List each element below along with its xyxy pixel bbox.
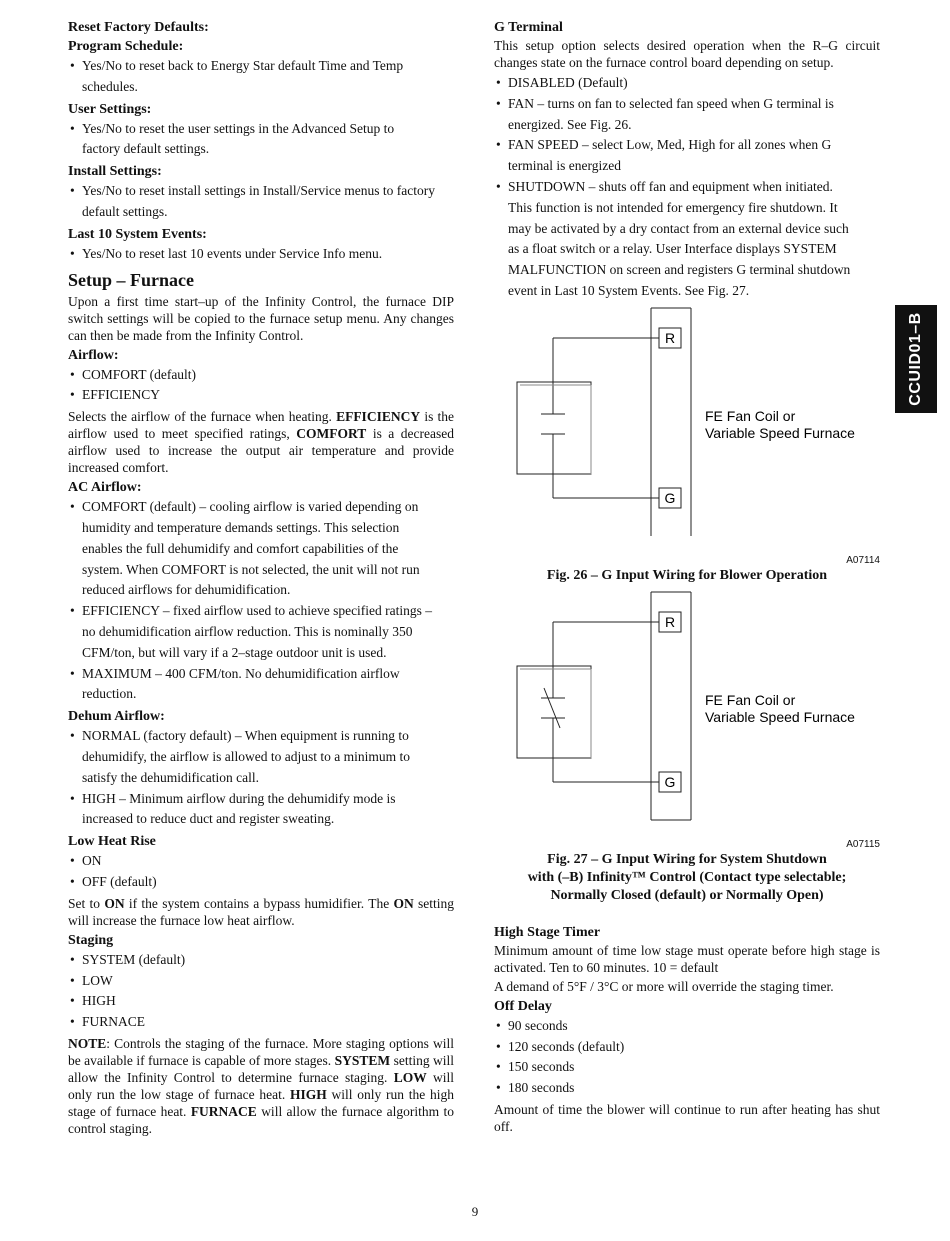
list-item-cont: event in Last 10 System Events. See Fig. 27. — [508, 282, 750, 298]
list-item: • EFFICIENCY — [68, 385, 454, 406]
g-terminal-list — [494, 73, 880, 302]
g-terminal-heading: G Terminal — [494, 20, 563, 35]
ac-airflow-heading: AC Airflow: — [68, 480, 142, 496]
figure-26 — [494, 304, 880, 585]
list-item: • HIGH – Minimum airflow during the dehumidify mode is — [68, 789, 454, 810]
list-item: • Yes/No to reset last 10 events under Service Info menu. — [68, 244, 454, 265]
reset-heading: Reset Factory Defaults: — [68, 20, 209, 35]
list-item: • FURNACE — [68, 1012, 454, 1033]
figure-id: A07115 — [846, 838, 880, 850]
low-heat-rise-paragraph: Set to ON if the system contains a bypass humidifier. The ON setting will increase the furnace low heat airflow. — [68, 895, 455, 928]
left-column — [68, 18, 454, 1139]
list-item-cont: This function is not intended for emergency fire shutdown. It — [508, 199, 838, 215]
g-terminal-paragraph: This setup option selects desired operation when the R–G circuit changes state on the furnace control board depending on setup. — [494, 38, 880, 70]
list-item: • LOW — [68, 971, 454, 992]
list-item-cont: reduction. — [82, 686, 137, 702]
unit-label-line1: FE Fan Coil or — [705, 691, 796, 708]
list-item: • NORMAL (factory default) – When equipment is running to — [68, 726, 454, 747]
staging-heading: Staging — [68, 932, 114, 948]
low-heat-rise-heading: Low Heat Rise — [68, 834, 156, 850]
off-delay-paragraph: Amount of time the blower will continue to run after heating has shut off. — [494, 1101, 880, 1134]
side-tab-label: CCUID01–B — [907, 312, 924, 406]
last10-heading: Last 10 System Events: — [68, 226, 207, 242]
list-item: • COMFORT (default) – cooling airflow is varied depending on — [68, 497, 454, 518]
list-item-cont: may be activated by a dry contact from an external device such — [508, 220, 849, 236]
airflow-paragraph: Selects the airflow of the furnace when heating. EFFICIENCY is the airflow used to meet specified ratings, COMFORT is a decreased airflow used to increase the output air temperature and provide increased comfort. — [68, 409, 455, 476]
list-item: • FAN SPEED – select Low, Med, High for all zones when G — [494, 135, 880, 156]
side-tab — [895, 305, 937, 413]
install-settings-list — [68, 181, 454, 223]
list-item: • 180 seconds — [494, 1078, 880, 1099]
list-item-cont: CFM/ton, but will vary if a 2–stage outdoor unit is used. — [82, 644, 387, 660]
dehum-airflow-list — [68, 726, 454, 830]
off-delay-list — [494, 1016, 880, 1099]
list-item: • Yes/No to reset install settings in Install/Service menus to factory — [68, 181, 454, 202]
list-item-cont: increased to reduce duct and register sweating. — [82, 811, 335, 827]
list-item-cont: default settings. — [82, 203, 168, 219]
terminal-r-label: R — [664, 613, 676, 630]
list-item-cont: humidity and temperature demands settings. This selection — [82, 519, 400, 535]
figure-id: A07114 — [846, 554, 880, 566]
list-item-cont: as a float switch or a relay. User Interface displays SYSTEM — [508, 241, 837, 257]
list-item-cont: terminal is energized — [508, 158, 621, 174]
low-heat-rise-list — [68, 851, 454, 893]
terminal-g-label: G — [664, 773, 676, 790]
terminal-g-label: G — [664, 489, 676, 506]
off-delay-heading: Off Delay — [494, 998, 552, 1014]
list-item-cont: system. When COMFORT is not selected, the unit will not run — [82, 561, 420, 577]
list-item: • EFFICIENCY – fixed airflow used to achieve specified ratings – — [68, 601, 454, 622]
list-item-cont: energized. See Fig. 26. — [508, 116, 632, 132]
install-settings-heading: Install Settings: — [68, 164, 162, 180]
figure-caption-line3: Normally Closed (default) or Normally Open) — [550, 887, 824, 903]
user-settings-heading: User Settings: — [68, 101, 152, 117]
list-item: • 150 seconds — [494, 1057, 880, 1078]
wiring-diagram-27 — [494, 588, 880, 834]
list-item-cont: dehumidify, the airflow is allowed to adjust to a minimum to — [82, 748, 410, 764]
list-item-cont: factory default settings. — [82, 141, 210, 157]
ac-airflow-list — [68, 497, 454, 705]
figure-caption-line2: with (–B) Infinity™ Control (Contact type selectable; — [527, 869, 847, 885]
program-schedule-list — [68, 56, 454, 98]
unit-label-line2: Variable Speed Furnace — [705, 708, 855, 725]
dehum-airflow-heading: Dehum Airflow: — [68, 709, 165, 725]
setup-furnace-heading: Setup – Furnace — [68, 269, 194, 290]
unit-label-line1: FE Fan Coil or — [705, 407, 796, 424]
list-item-cont: satisfy the dehumidification call. — [82, 769, 259, 785]
list-item-cont: no dehumidification airflow reduction. This is nominally 350 — [82, 623, 413, 639]
list-item: • ON — [68, 851, 454, 872]
high-stage-timer-paragraph: Minimum amount of time low stage must operate before high stage is activated. Ten to 60 minutes. 10 = default — [494, 942, 880, 975]
list-item: • SYSTEM (default) — [68, 950, 454, 971]
list-item: • COMFORT (default) — [68, 365, 454, 386]
list-item-cont: reduced airflows for dehumidification. — [82, 582, 291, 598]
figure-caption-line1: Fig. 27 – G Input Wiring for System Shutdown — [547, 851, 827, 867]
list-item: • Yes/No to reset the user settings in the Advanced Setup to — [68, 119, 454, 140]
terminal-r-label: R — [664, 329, 676, 346]
list-item: • OFF (default) — [68, 872, 454, 893]
airflow-list — [68, 365, 454, 407]
list-item: • HIGH — [68, 991, 454, 1012]
wiring-diagram-26 — [494, 304, 880, 550]
page-number: 9 — [471, 1204, 479, 1219]
figure-caption: Fig. 26 – G Input Wiring for Blower Operation — [546, 567, 828, 583]
right-column — [494, 18, 880, 1137]
list-item: • Yes/No to reset back to Energy Star default Time and Temp — [68, 56, 454, 77]
high-stage-timer-note: A demand of 5°F / 3°C or more will override the staging timer. — [494, 978, 834, 994]
list-item: • FAN – turns on fan to selected fan speed when G terminal is — [494, 94, 880, 115]
setup-paragraph: Upon a first time start–up of the Infinity Control, the furnace DIP switch settings will be copied to the furnace setup menu. Any changes can then be made from the Infinity Control. — [68, 293, 454, 343]
list-item: • SHUTDOWN – shuts off fan and equipment when initiated. — [494, 177, 880, 198]
staging-list — [68, 950, 454, 1033]
note-paragraph: NOTE: Controls the staging of the furnace. More staging options will be available if furnace is capable of more stages. SYSTEM setting will allow the Infinity Control to determine furnace staging. LOW will only run the low stage of furnace heat. HIGH will only run the high stage of furnace heat. FURNACE will allow the furnace algorithm to control staging. — [68, 1035, 455, 1136]
unit-label-line2: Variable Speed Furnace — [705, 424, 855, 441]
program-schedule-heading: Program Schedule: — [68, 39, 184, 54]
last10-list — [68, 244, 454, 265]
list-item-cont: enables the full dehumidify and comfort capabilities of the — [82, 540, 399, 556]
user-settings-list — [68, 119, 454, 161]
list-item: • MAXIMUM – 400 CFM/ton. No dehumidification airflow — [68, 664, 454, 685]
figure-27 — [494, 588, 880, 905]
list-item: • 90 seconds — [494, 1016, 880, 1037]
list-item: • 120 seconds (default) — [494, 1037, 880, 1058]
list-item-cont: schedules. — [82, 78, 138, 94]
list-item-cont: MALFUNCTION on screen and registers G terminal shutdown — [508, 262, 851, 278]
high-stage-timer-heading: High Stage Timer — [494, 924, 601, 940]
list-item: • DISABLED (Default) — [494, 73, 880, 94]
airflow-heading: Airflow: — [68, 347, 119, 363]
